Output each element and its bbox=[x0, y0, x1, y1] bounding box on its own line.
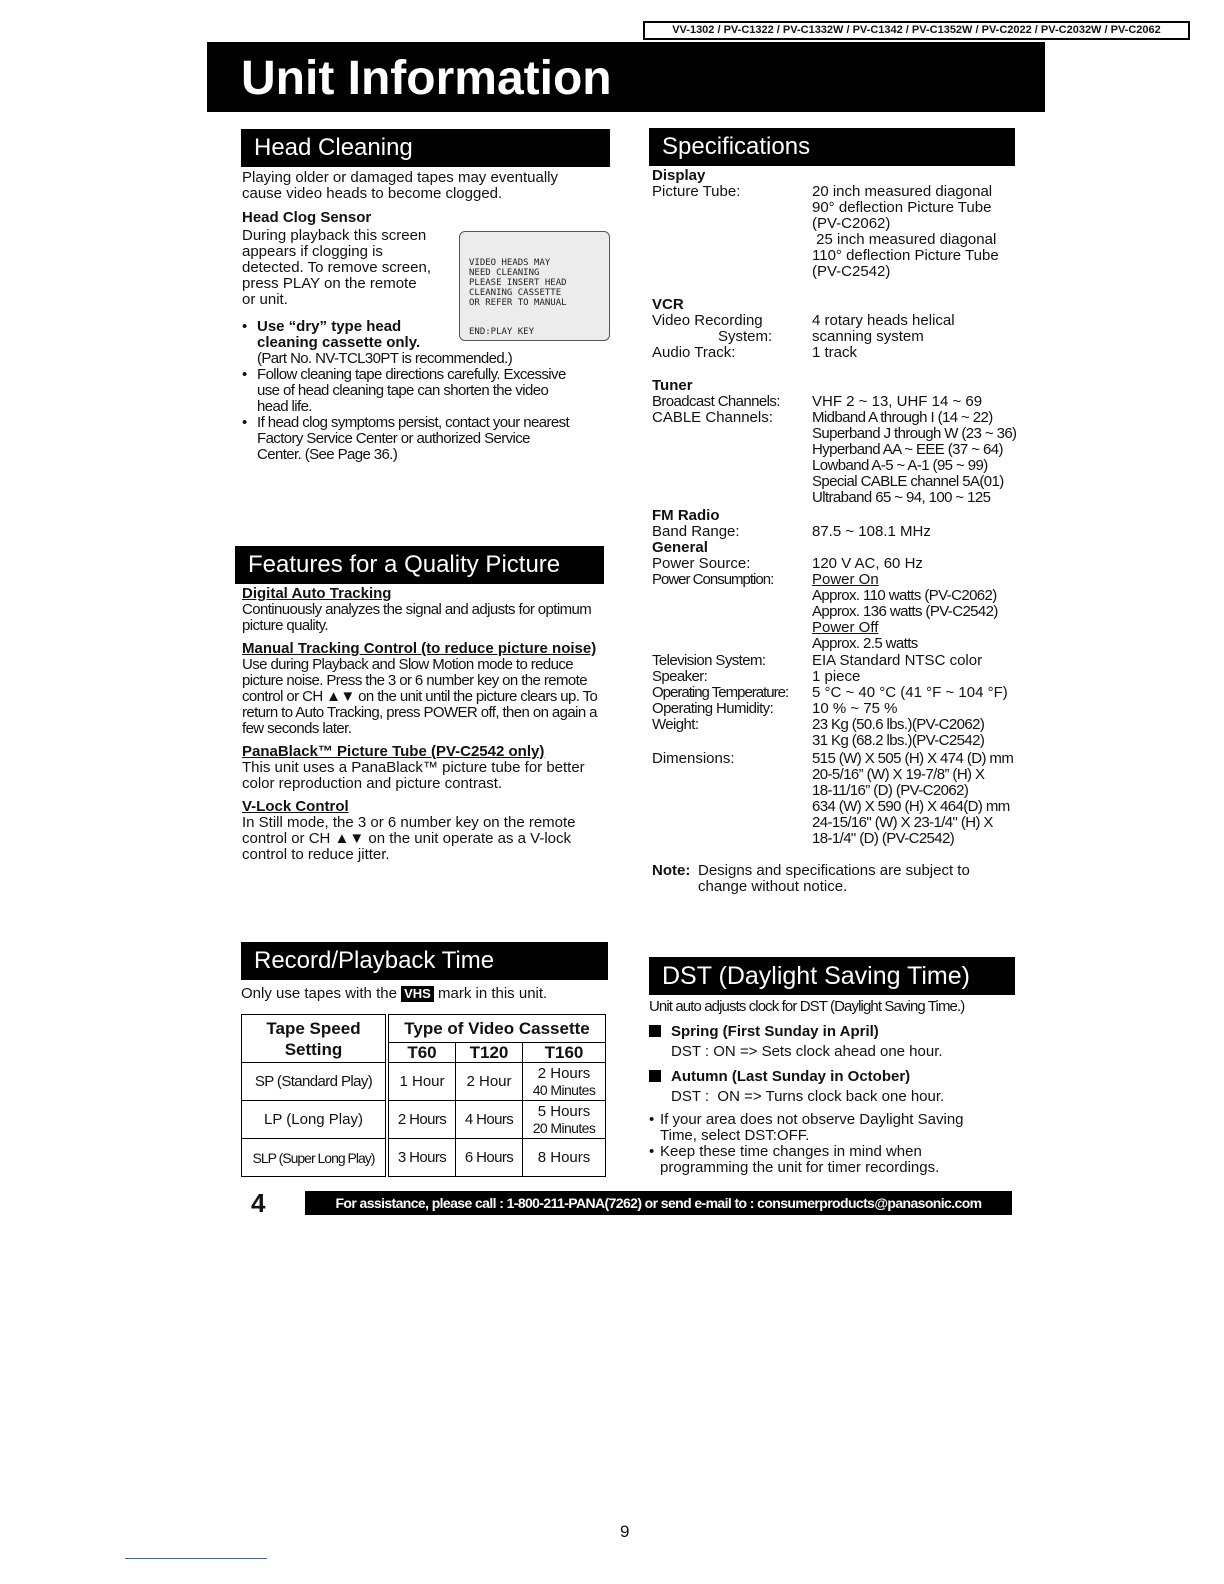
dst-spring-text: DST : ON => Sets clock ahead one hour. bbox=[671, 1043, 943, 1060]
bullet-item: • If your area does not observe Daylight Saving Time, select DST:OFF. bbox=[649, 1111, 964, 1144]
spec-value: 87.5 ~ 108.1 MHz bbox=[812, 523, 931, 540]
spec-label: Dimensions: bbox=[652, 750, 735, 767]
spec-value: Ultraband 65 ~ 94, 100 ~ 125 bbox=[812, 489, 991, 506]
manual-tracking-text: Use during Playback and Slow Motion mode to reduce picture noise. Press the 3 or 6 number key on the remote control or CH ▲▼ on the unit until the picture clears up. To return to Auto Tracking, press POWER off, then on again a few seconds later. bbox=[242, 656, 598, 737]
spec-value: EIA Standard NTSC color bbox=[812, 652, 983, 669]
bullet-text: (Part No. NV-TCL30PT is recommended.) bbox=[257, 350, 513, 367]
note-text: Designs and specifications are subject to bbox=[698, 862, 970, 879]
square-bullet-icon bbox=[649, 1070, 661, 1082]
v-lock-text: In Still mode, the 3 or 6 number key on the remote control or CH ▲▼ on the unit operate as a V-lock control to reduce jitter. bbox=[242, 814, 576, 863]
sensor-text-line: During playback this screen bbox=[242, 227, 427, 244]
dst-body bbox=[649, 999, 1004, 1176]
note-text: change without notice. bbox=[698, 878, 848, 895]
spec-value: 90° deflection Picture Tube bbox=[812, 199, 992, 216]
time-minutes: 20 Minutes bbox=[532, 1119, 596, 1136]
spec-label: Television System: bbox=[652, 652, 766, 669]
spec-value: (PV-C2542) bbox=[812, 263, 891, 280]
time-cell bbox=[523, 1063, 606, 1101]
record-intro-text: mark in this unit. bbox=[438, 985, 548, 1002]
col-cassette-type: Type of Video Cassette bbox=[387, 1015, 606, 1043]
head-clog-sensor-title: Head Clog Sensor bbox=[242, 209, 372, 226]
square-bullet-icon bbox=[649, 1025, 661, 1037]
spec-value: Approx. 110 watts (PV-C2062) bbox=[812, 587, 997, 604]
head-clog-sensor-text bbox=[242, 228, 457, 308]
spec-value: 20 inch measured diagonal bbox=[812, 183, 993, 200]
spec-value: Approx. 136 watts (PV-C2542) bbox=[812, 603, 998, 620]
spec-value: 18-11/16” (D) (PV-C2062) bbox=[812, 782, 969, 799]
bullet-item: • Keep these time changes in mind when programming the unit for timer recordings. bbox=[649, 1143, 940, 1176]
spec-label: Speaker: bbox=[652, 668, 708, 685]
spec-group-title: VCR bbox=[652, 296, 684, 313]
spec-group-title: General bbox=[652, 539, 708, 556]
autumn-title-text: Autumn (Last Sunday in October) bbox=[671, 1068, 911, 1085]
spec-value: 515 (W) X 505 (H) X 474 (D) mm bbox=[812, 750, 1014, 767]
spec-value: (PV-C2062) bbox=[812, 215, 891, 232]
time-cell: 6 Hours bbox=[456, 1139, 523, 1177]
spec-label: Video Recording bbox=[652, 312, 763, 329]
spec-value: Approx. 2.5 watts bbox=[812, 635, 918, 652]
features-body bbox=[242, 586, 612, 863]
spec-label: Operating Temperature: bbox=[652, 684, 789, 701]
bullet-text: Keep these time changes in mind when programming the unit for timer recordings. bbox=[660, 1143, 940, 1176]
bullet-item: • Use “dry” type head cleaning cassette only. bbox=[242, 319, 572, 351]
spec-value: 10 % ~ 75 % bbox=[812, 700, 898, 717]
screen-line: NEED CLEANING bbox=[469, 268, 540, 278]
panablack-text: This unit uses a PanaBlack™ picture tube for better color reproduction and picture contrast. bbox=[242, 759, 585, 792]
spec-value: 20-5/16” (W) X 19-7/8” (H) X bbox=[812, 766, 985, 783]
spec-group-title: Display bbox=[652, 167, 706, 184]
spec-label: CABLE Channels: bbox=[652, 409, 773, 426]
spec-value: Midband A through I (14 ~ 22) bbox=[812, 409, 993, 426]
spec-value: 1 track bbox=[812, 344, 858, 361]
sensor-text-line: detected. To remove screen, bbox=[242, 259, 431, 276]
screen-line: VIDEO HEADS MAY bbox=[469, 258, 551, 268]
title-bar bbox=[207, 42, 1045, 112]
spec-group-title: FM Radio bbox=[652, 507, 720, 524]
tape-time-table bbox=[241, 1014, 606, 1177]
time-hours: 2 Hours bbox=[537, 1064, 591, 1082]
table-row bbox=[242, 1101, 606, 1139]
spec-value: 120 V AC, 60 Hz bbox=[812, 555, 923, 572]
spec-label: Audio Track: bbox=[652, 344, 736, 361]
spec-value: Superband J through W (23 ~ 36) bbox=[812, 425, 1017, 442]
dst-intro: Unit auto adjusts clock for DST (Daylight Saving Time.) bbox=[649, 998, 965, 1015]
spec-label: Power Consumption: bbox=[652, 571, 774, 588]
bullet-item: • Follow cleaning tape directions carefully. Excessive use of head cleaning tape can shorten the video head life. bbox=[242, 366, 566, 415]
dst-heading: DST (Daylight Saving Time) bbox=[649, 957, 1015, 995]
bullet-bold-text: Use “dry” type head bbox=[257, 318, 402, 335]
spec-value: 31 Kg (68.2 lbs.)(PV-C2542) bbox=[812, 732, 985, 749]
specifications-heading: Specifications bbox=[649, 128, 1015, 166]
vhs-logo-icon: VHS bbox=[401, 986, 434, 1002]
table-row bbox=[242, 1063, 606, 1101]
digital-auto-tracking-text: Continuously analyzes the signal and adjusts for optimum picture quality. bbox=[242, 601, 592, 634]
spec-value: 1 piece bbox=[812, 668, 861, 685]
spec-value: 5 °C ~ 40 °C (41 °F ~ 104 °F) bbox=[812, 684, 1008, 701]
page-title: Unit Information bbox=[241, 52, 612, 105]
speed-cell: SP (Standard Play) bbox=[242, 1063, 388, 1101]
col-header-text: Tape Speed bbox=[266, 1018, 361, 1038]
head-cleaning-heading: Head Cleaning bbox=[241, 129, 610, 167]
spec-group-title: Tuner bbox=[652, 377, 693, 394]
bullet-text: Follow cleaning tape directions carefully. Excessive use of head cleaning tape can shorten the video head life. bbox=[257, 366, 566, 415]
assistance-bar: For assistance, please call : 1-800-211-PANA(7262) or send e-mail to : consumerproducts@panasonic.com bbox=[305, 1191, 1012, 1215]
bullet-text: If head clog symptoms persist, contact your nearest Factory Service Center or authorized Service Center. (See Page 36.) bbox=[257, 414, 570, 463]
spec-value: scanning system bbox=[812, 328, 924, 345]
manual-tracking-title: Manual Tracking Control (to reduce picture noise) bbox=[242, 640, 597, 657]
spec-note bbox=[652, 863, 1042, 879]
time-cell: 3 Hours bbox=[387, 1139, 456, 1177]
bullet-text: If your area does not observe Daylight Saving Time, select DST:OFF. bbox=[660, 1111, 964, 1144]
spec-value: Hyperband AA ~ EEE (37 ~ 64) bbox=[812, 441, 1003, 458]
bullet-item: • If head clog symptoms persist, contact your nearest Factory Service Center or authorized Service Center. (See Page 36.) bbox=[242, 414, 570, 463]
spec-label: Operating Humidity: bbox=[652, 700, 774, 717]
dst-autumn-title bbox=[649, 1069, 1004, 1085]
model-numbers: VV-1302 / PV-C1322 / PV-C1332W / PV-C1342 / PV-C1352W / PV-C2022 / PV-C2032W / PV-C2062 bbox=[643, 21, 1190, 40]
bullet-bold-text: cleaning cassette only. bbox=[257, 334, 421, 351]
head-cleaning-bullets bbox=[242, 319, 572, 463]
time-cell: 2 Hour bbox=[456, 1063, 523, 1101]
page-number-left: 4 bbox=[251, 1188, 266, 1218]
spec-value: Power On bbox=[812, 571, 879, 588]
sensor-text-line: press PLAY on the remote bbox=[242, 275, 417, 292]
time-cell: 4 Hours bbox=[456, 1101, 523, 1139]
time-hours: 5 Hours bbox=[537, 1102, 591, 1120]
spec-row bbox=[652, 184, 1042, 200]
spec-label: System: bbox=[718, 328, 773, 345]
col-header-text: Setting bbox=[284, 1039, 343, 1059]
screen-line: CLEANING CASSETTE bbox=[469, 288, 562, 298]
speed-cell: SLP (Super Long Play) bbox=[242, 1139, 388, 1177]
table-row bbox=[242, 1139, 606, 1177]
screen-line: PLEASE INSERT HEAD bbox=[469, 278, 567, 288]
footnote-rule bbox=[125, 1558, 267, 1559]
spec-label: Picture Tube: bbox=[652, 183, 741, 200]
page-number-bottom: 9 bbox=[620, 1522, 630, 1541]
panablack-title: PanaBlack™ Picture Tube (PV-C2542 only) bbox=[242, 743, 545, 760]
head-cleaning-intro: Playing older or damaged tapes may eventually cause video heads to become clogged. bbox=[242, 169, 559, 202]
spec-value: 18-1/4" (D) (PV-C2542) bbox=[812, 830, 955, 847]
spec-value: 4 rotary heads helical bbox=[812, 312, 955, 329]
spec-value: 25 inch measured diagonal bbox=[812, 231, 997, 248]
record-intro-text: Only use tapes with the bbox=[241, 985, 397, 1002]
screen-line: OR REFER TO MANUAL bbox=[469, 298, 567, 308]
time-cell bbox=[523, 1101, 606, 1139]
note-label: Note: bbox=[652, 862, 691, 879]
record-playback-heading: Record/Playback Time bbox=[241, 942, 608, 980]
spec-value: Lowband A-5 ~ A-1 (95 ~ 99) bbox=[812, 457, 988, 474]
dst-autumn-text: DST : ON => Turns clock back one hour. bbox=[671, 1088, 945, 1105]
spec-value: 24-15/16" (W) X 23-1/4" (H) X bbox=[812, 814, 993, 831]
screen-end-key: END:PLAY KEY bbox=[469, 327, 535, 337]
tape-header: T160 bbox=[523, 1043, 606, 1063]
time-cell: 1 Hour bbox=[387, 1063, 456, 1101]
record-intro bbox=[241, 986, 547, 1002]
time-cell: 8 Hours bbox=[523, 1139, 606, 1177]
spec-label: Broadcast Channels: bbox=[652, 393, 780, 410]
spec-value: Power Off bbox=[812, 619, 879, 636]
spec-value: VHF 2 ~ 13, UHF 14 ~ 69 bbox=[812, 393, 983, 410]
digital-auto-tracking-title: Digital Auto Tracking bbox=[242, 585, 392, 602]
col-tape-speed bbox=[242, 1015, 388, 1063]
features-heading: Features for a Quality Picture bbox=[235, 546, 604, 584]
spec-value: 110° deflection Picture Tube bbox=[812, 247, 999, 264]
spec-label: Weight: bbox=[652, 716, 699, 733]
time-cell: 2 Hours bbox=[387, 1101, 456, 1139]
spec-label: Power Source: bbox=[652, 555, 751, 572]
time-minutes: 40 Minutes bbox=[532, 1081, 596, 1098]
spec-label: Band Range: bbox=[652, 523, 740, 540]
spec-value: 23 Kg (50.6 lbs.)(PV-C2062) bbox=[812, 716, 985, 733]
spring-title-text: Spring (First Sunday in April) bbox=[671, 1023, 879, 1040]
sensor-text-line: or unit. bbox=[242, 291, 288, 308]
dst-spring-title bbox=[649, 1024, 1004, 1040]
spec-value: Special CABLE channel 5A(01) bbox=[812, 473, 1004, 490]
tape-header: T60 bbox=[387, 1043, 456, 1063]
spec-value: 634 (W) X 590 (H) X 464(D) mm bbox=[812, 798, 1010, 815]
sensor-text-line: appears if clogging is bbox=[242, 243, 383, 260]
speed-cell: LP (Long Play) bbox=[242, 1101, 388, 1139]
tape-header: T120 bbox=[456, 1043, 523, 1063]
v-lock-title: V-Lock Control bbox=[242, 798, 349, 815]
